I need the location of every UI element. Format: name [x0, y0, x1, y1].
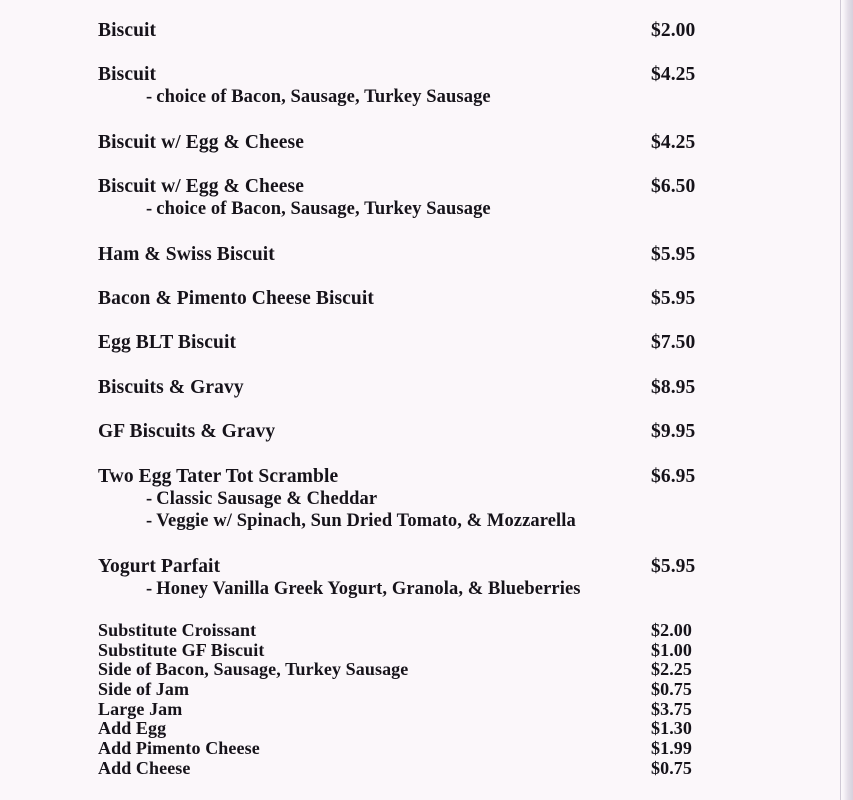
option-text: Honey Vanilla Greek Yogurt, Granola, & Blueberries — [156, 579, 581, 599]
menu-item-name: Biscuit — [98, 20, 157, 41]
menu-item — [98, 288, 798, 310]
option-text: choice of Bacon, Sausage, Turkey Sausage — [156, 199, 491, 219]
menu-item-name: Bacon & Pimento Cheese Biscuit — [98, 288, 374, 309]
menu-item — [98, 332, 798, 354]
menu-item-price: $4.25 — [651, 64, 696, 85]
option-dash: - — [146, 489, 153, 509]
menu-item-price: $6.50 — [651, 176, 696, 197]
addon-name: Add Pimento Cheese — [98, 738, 260, 759]
addon-row — [98, 738, 798, 758]
menu-item-header — [98, 64, 798, 86]
menu-item-header — [98, 244, 798, 266]
menu-item — [98, 176, 798, 220]
menu-item-header — [98, 176, 798, 198]
menu-item-header — [98, 421, 798, 443]
menu-item — [98, 377, 798, 399]
menu-item-name: Yogurt Parfait — [98, 556, 221, 577]
menu-item — [98, 421, 798, 443]
addon-price: $1.99 — [651, 738, 692, 759]
addon-price: $1.30 — [651, 718, 692, 739]
menu-item-price: $5.95 — [651, 288, 696, 309]
menu-item-price: $5.95 — [651, 244, 696, 265]
menu-item-name: Biscuits & Gravy — [98, 377, 244, 398]
addon-row — [98, 659, 798, 679]
addon-price: $2.25 — [651, 659, 692, 680]
menu-item-header — [98, 466, 798, 488]
addon-row — [98, 620, 798, 640]
menu-item-option — [146, 510, 846, 532]
menu-item — [98, 244, 798, 266]
addon-row — [98, 699, 798, 719]
page-edge — [840, 0, 853, 800]
menu-item-price: $6.95 — [651, 466, 696, 487]
menu-item-price: $9.95 — [651, 421, 696, 442]
menu-item-header — [98, 377, 798, 399]
menu-item-price: $5.95 — [651, 556, 696, 577]
addon-row — [98, 758, 798, 778]
menu-item-name: Ham & Swiss Biscuit — [98, 244, 275, 265]
addon-price: $1.00 — [651, 639, 692, 660]
menu-item-name: Egg BLT Biscuit — [98, 332, 237, 353]
menu-item-header — [98, 132, 798, 154]
menu-item — [98, 556, 798, 600]
menu-item-header — [98, 288, 798, 310]
menu-item-header — [98, 556, 798, 578]
addon-name: Side of Jam — [98, 679, 190, 700]
addon-row — [98, 679, 798, 699]
option-dash: - — [146, 199, 153, 219]
addon-price: $0.75 — [651, 679, 692, 700]
addon-row — [98, 640, 798, 660]
addon-name: Add Cheese — [98, 757, 191, 778]
menu-item-name: Biscuit w/ Egg & Cheese — [98, 176, 304, 197]
menu-item-name: Biscuit w/ Egg & Cheese — [98, 132, 304, 153]
menu-item-header — [98, 332, 798, 354]
option-dash: - — [146, 579, 153, 599]
menu-item-name: GF Biscuits & Gravy — [98, 421, 276, 442]
menu-addon-list — [98, 620, 798, 778]
menu-item-price: $2.00 — [651, 20, 696, 41]
addon-price: $2.00 — [651, 620, 692, 640]
addon-row — [98, 718, 798, 738]
menu-item — [98, 132, 798, 154]
menu-item-option — [146, 86, 846, 108]
option-text: Veggie w/ Spinach, Sun Dried Tomato, & Mozzarella — [156, 511, 576, 531]
option-dash: - — [146, 511, 153, 531]
menu-item-header — [98, 20, 798, 42]
menu-item-name: Two Egg Tater Tot Scramble — [98, 466, 339, 487]
menu-item-option — [146, 578, 846, 600]
option-dash: - — [146, 87, 153, 107]
addon-price: $0.75 — [651, 757, 692, 778]
option-text: choice of Bacon, Sausage, Turkey Sausage — [156, 87, 491, 107]
menu-item — [98, 466, 798, 532]
menu-item-name: Biscuit — [98, 64, 157, 85]
addon-price: $3.75 — [651, 698, 692, 719]
option-text: Classic Sausage & Cheddar — [156, 489, 378, 509]
menu-item-price: $4.25 — [651, 132, 696, 153]
addon-name: Large Jam — [98, 698, 183, 719]
menu-item — [98, 64, 798, 108]
menu-item-price: $7.50 — [651, 332, 696, 353]
addon-name: Substitute GF Biscuit — [98, 639, 265, 660]
menu-item-price: $8.95 — [651, 377, 696, 398]
menu-item-option — [146, 488, 846, 510]
addon-name: Add Egg — [98, 718, 167, 739]
addon-name: Substitute Croissant — [98, 620, 257, 640]
menu-item — [98, 20, 798, 42]
menu-item-option — [146, 198, 846, 220]
page-edge-line — [840, 0, 841, 800]
addon-name: Side of Bacon, Sausage, Turkey Sausage — [98, 659, 409, 680]
